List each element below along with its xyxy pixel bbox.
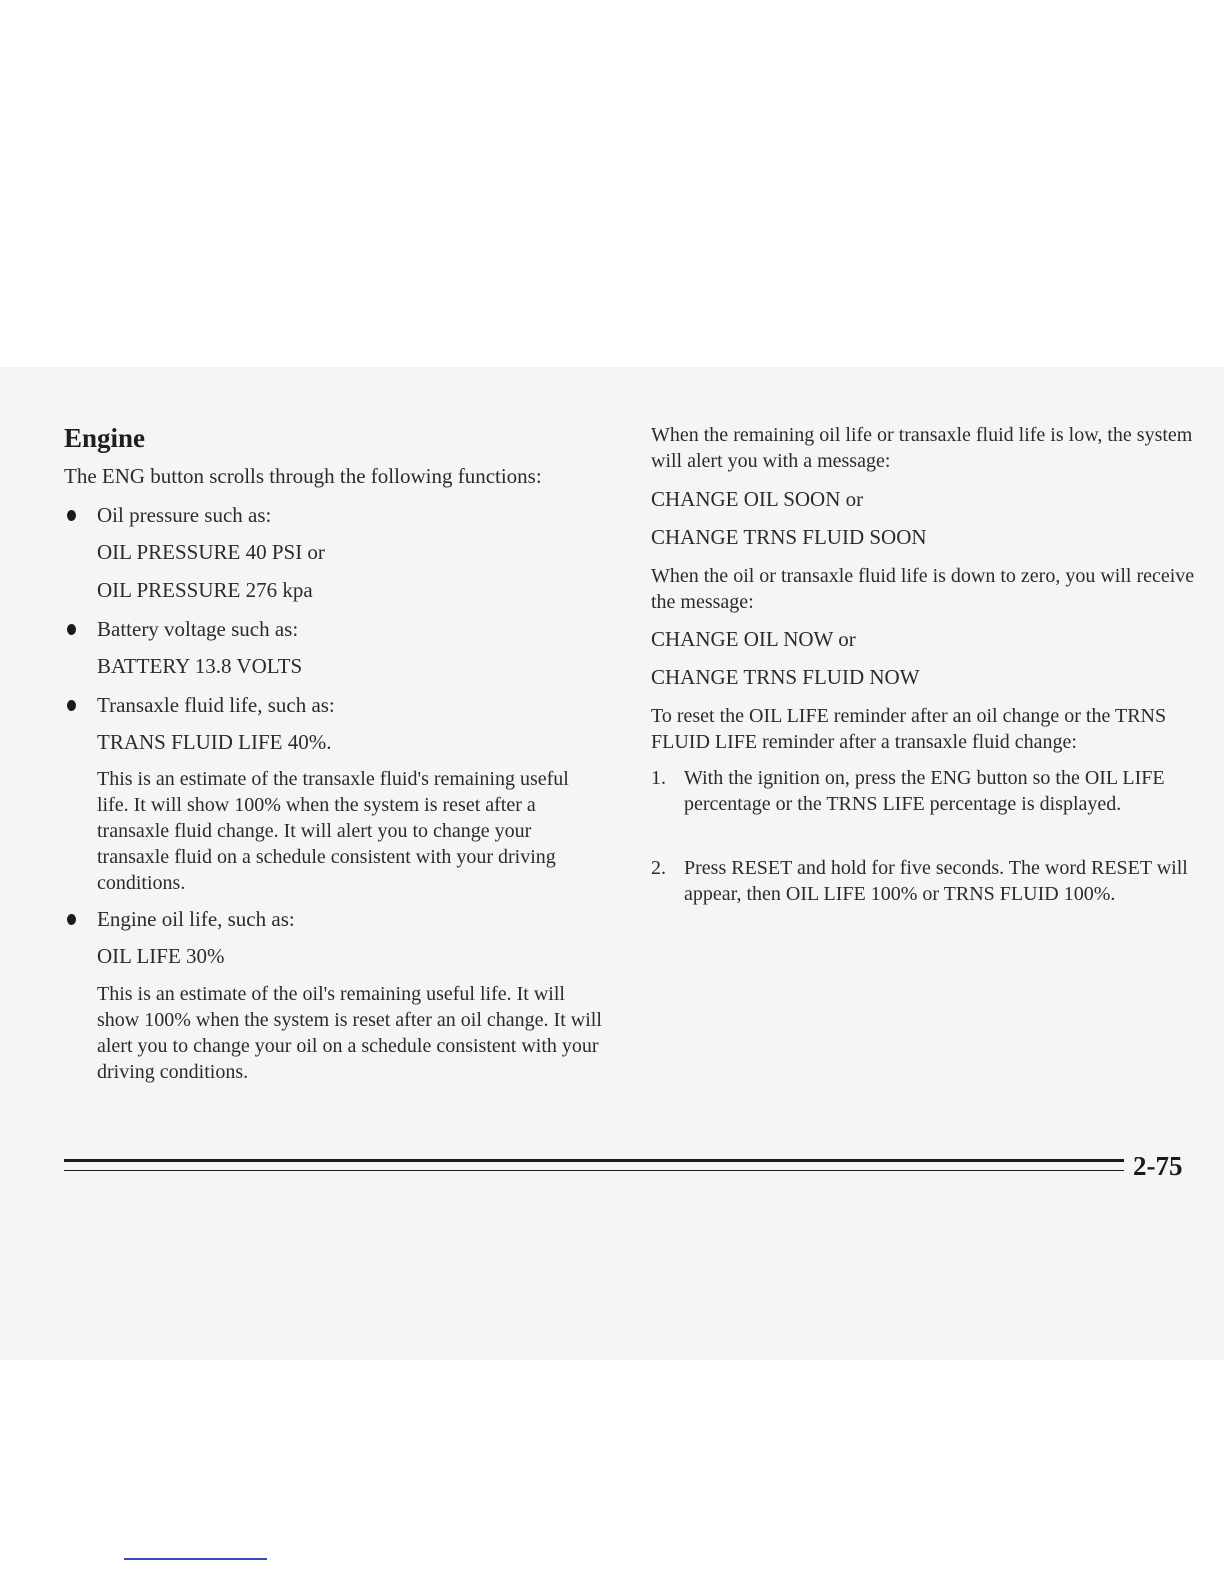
low-life-intro: When the remaining oil life or transaxle fluid life is low, the system will alert you with a message: <box>651 424 1193 472</box>
oil-life-description: This is an estimate of the oil's remaining useful life. It will show 100% when the system is reset after an oil change. It will alert you to change your oil on a schedule consistent with your driving conditions. <box>97 983 602 1083</box>
transaxle-description: This is an estimate of the transaxle fluid's remaining useful life. It will show 100% when the system is reset after a transaxle fluid change. It will alert you to change your transaxle fluid on a schedule consistent with your driving conditions. <box>97 768 569 894</box>
step-number: 1. <box>651 767 666 789</box>
page-band <box>0 367 1224 1360</box>
bullet-engine-oil-life: Engine oil life, such as: <box>97 907 295 931</box>
zero-life-intro: When the oil or transaxle fluid life is down to zero, you will receive the message: <box>651 565 1195 613</box>
bullet-transaxle-fluid-life: Transaxle fluid life, such as: <box>97 693 335 717</box>
intro-text: The ENG button scrolls through the following functions: <box>64 464 542 488</box>
footer-rule-thin <box>64 1170 1124 1171</box>
bullet-battery-voltage: Battery voltage such as: <box>97 617 299 641</box>
step-text: Press RESET and hold for five seconds. The word RESET will appear, then OIL LIFE 100% or TRNS FLUID 100%. <box>684 857 1188 905</box>
step-number: 2. <box>651 857 666 879</box>
bullet-icon <box>67 700 76 711</box>
message-change-oil-now: CHANGE OIL NOW or <box>651 627 856 651</box>
oil-life-example: OIL LIFE 30% <box>97 944 225 968</box>
bullet-icon <box>67 510 76 521</box>
footer-rule <box>64 1159 1124 1162</box>
battery-example: BATTERY 13.8 VOLTS <box>97 654 303 678</box>
bullet-icon <box>67 624 76 635</box>
bullet-oil-pressure: Oil pressure such as: <box>97 503 272 527</box>
oil-pressure-example-kpa: OIL PRESSURE 276 kpa <box>97 578 313 602</box>
message-change-oil-soon: CHANGE OIL SOON or <box>651 487 864 511</box>
oil-pressure-example-psi: OIL PRESSURE 40 PSI or <box>97 540 325 564</box>
transaxle-example: TRANS FLUID LIFE 40%. <box>97 730 332 754</box>
step-text: With the ignition on, press the ENG button so the OIL LIFE percentage or the TRNS LIFE percentage is displayed. <box>684 767 1165 815</box>
bullet-icon <box>67 914 76 925</box>
message-change-fluid-now: CHANGE TRNS FLUID NOW <box>651 665 920 689</box>
message-change-fluid-soon: CHANGE TRNS FLUID SOON <box>651 525 927 549</box>
footnote-divider <box>124 1558 267 1560</box>
reset-intro: To reset the OIL LIFE reminder after an oil change or the TRNS FLUID LIFE reminder after a transaxle fluid change: <box>651 705 1167 753</box>
page-number: 2-75 <box>1133 1151 1183 1181</box>
section-heading: Engine <box>64 423 146 453</box>
